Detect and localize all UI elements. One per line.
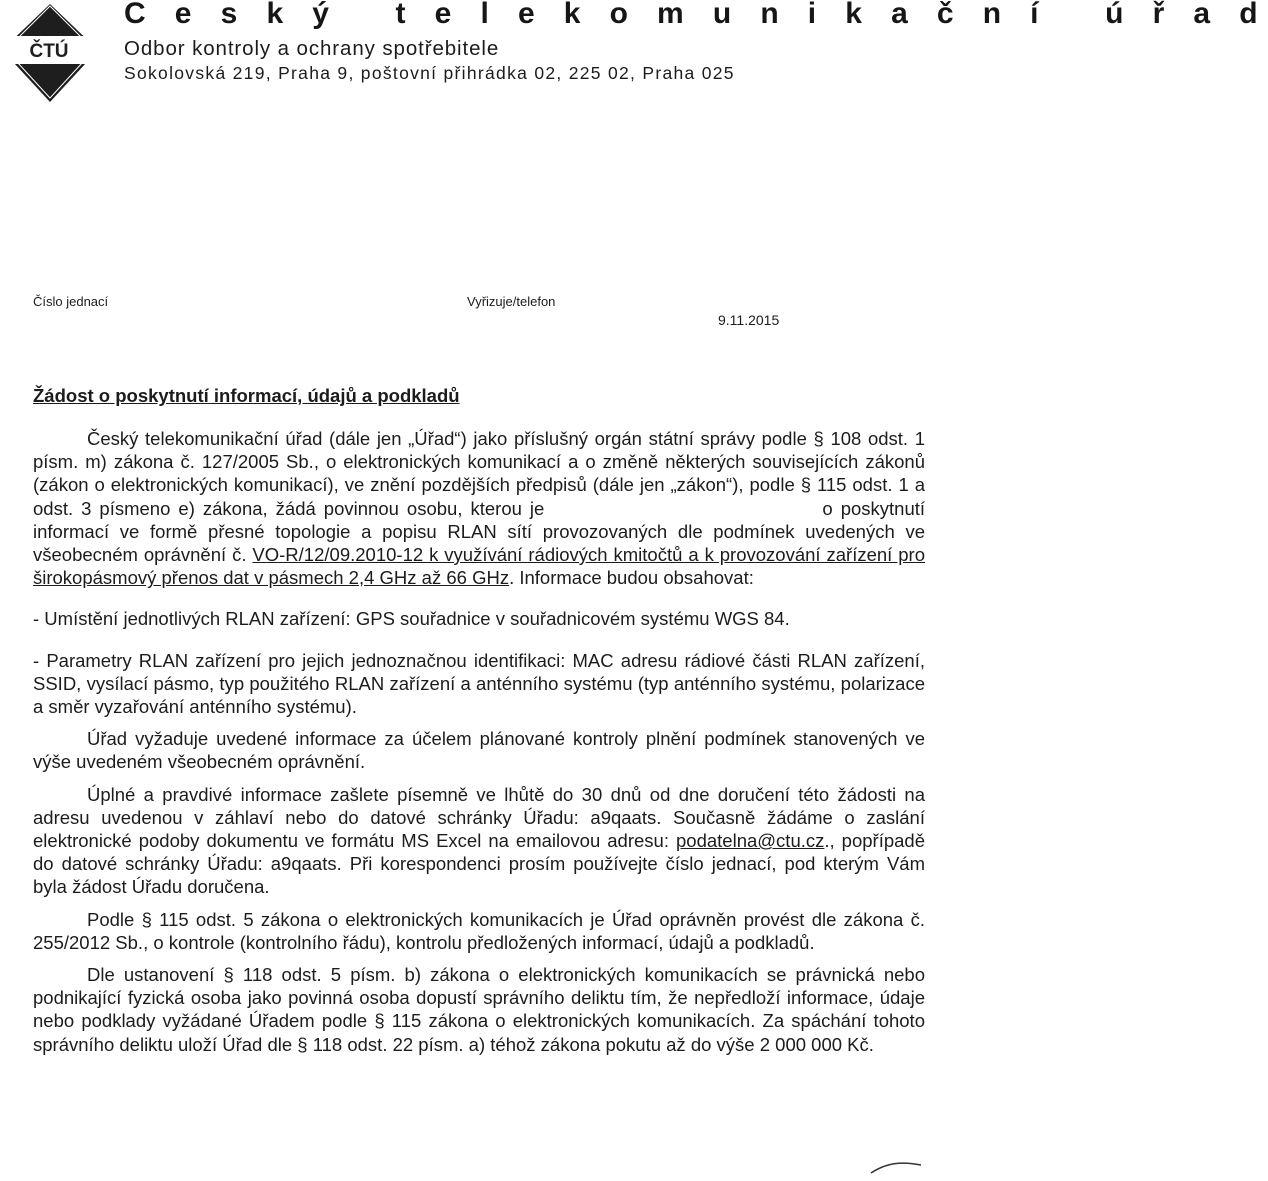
signature-mark	[841, 1151, 931, 1181]
email-link[interactable]: podatelna@ctu.cz	[676, 830, 825, 852]
bullet-location: - Umístění jednotlivých RLAN zařízení: GPS souřadnice v souřadnicovém systému WGS 84.	[33, 608, 790, 630]
submission-text: Úplné a pravdivé informace zašlete písemně ve lhůtě do 30 dnů od dne doručení této žádosti na adresu uvedenou v záhlaví nebo do datové schránky Úřadu: a9qaats. Současně žádáme o zaslání elektronické podoby dokumentu ve formátu MS Excel na emailovou adresu:	[33, 783, 925, 852]
request-text: Český telekomunikační úřad (dále jen „Úřad“) jako příslušný orgán státní správy podle § 108 odst. 1 písm. m) zákona č. 127/2005 Sb., o elektronických komunikací a o změně některých souvisejících zákonů (zákon o elektronických komunikací), ve znění pozdějších předpisů (dále jen „zákon“), podle § 115 odst. 1 a odst. 3 písmeno e) zákona, žádá povinnou osobu, kterou je	[33, 428, 925, 519]
ctu-logo	[0, 0, 100, 104]
subject-heading: Žádost o poskytnutí informací, údajů a podkladů	[33, 385, 460, 406]
letter-body	[33, 427, 925, 1056]
paragraph-control: Podle § 115 odst. 5 zákona o elektronických komunikacích je Úřad oprávněn provést dle zákona č. 255/2012 Sb., o kontrole (kontrolního řádu), kontrolu předložených informací, údajů a podkladů.	[33, 908, 925, 953]
paragraph-request	[33, 427, 925, 589]
paragraph-purpose: Úřad vyžaduje uvedené informace za účelem plánované kontroly plnění podmínek stanovených ve výše uvedeném všeobecném oprávnění.	[33, 728, 925, 773]
request-text-2: o poskytnutí informací ve formě přesné topologie a popisu RLAN sítí provozovaných dle podmínek uvedených ve všeobecném oprávnění č.	[33, 497, 926, 566]
cislo-jednaci-label: Číslo jednací	[33, 294, 109, 309]
bullet-parameters: - Parametry RLAN zařízení pro jejich jednoznačnou identifikaci: MAC adresu rádiové části RLAN zařízení, SSID, vysílací pásmo, typ použitého RLAN zařízení a anténního systému (typ anténního systému, polarizace a směr vyzařování anténního systému).	[33, 649, 925, 718]
address: Sokolovská 219, Praha 9, poštovní přihrádka 02, 225 02, Praha 025	[124, 63, 735, 83]
request-text-3: . Informace budou obsahovat:	[509, 567, 754, 589]
department: Odbor kontroly a ochrany spotřebitele	[124, 37, 500, 60]
vyrizuje-telefon-label: Vyřizuje/telefon	[467, 294, 556, 309]
authorization-reference: VO-R/12/09.2010-12 k využívání rádiových kmitočtů a k provozování zařízení pro širokopásmový přenos dat v pásmech 2,4 GHz až 66 GHz	[33, 544, 925, 589]
document-date: 9.11.2015	[718, 312, 780, 328]
org-name: C e s k ý t e l e k o m u n i k a č n í ú ř a d	[124, 0, 1268, 30]
paragraph-submission	[33, 783, 925, 899]
paragraph-penalty: Dle ustanovení § 118 odst. 5 písm. b) zákona o elektronických komunikacích se právnická nebo podnikající fyzická osoba jako povinná osoba dopustí správního deliktu tím, že nepředloží informace, údaje nebo podklady vyžádané Úřadem podle § 115 zákona o elektronických komunikacích. Za spáchání tohoto správního deliktu uloží Úřad dle § 118 odst. 22 písm. a) téhož zákona pokutu až do výše 2 000 000 Kč.	[33, 964, 925, 1055]
submission-text-2: ., popřípadě do datové schránky Úřadu: a9qaats. Při korespondenci prosím používejte číslo jednací, pod kterým Vám byla žádost Úřadu doručena.	[33, 830, 925, 898]
logo-text: ČTÚ	[29, 41, 69, 62]
